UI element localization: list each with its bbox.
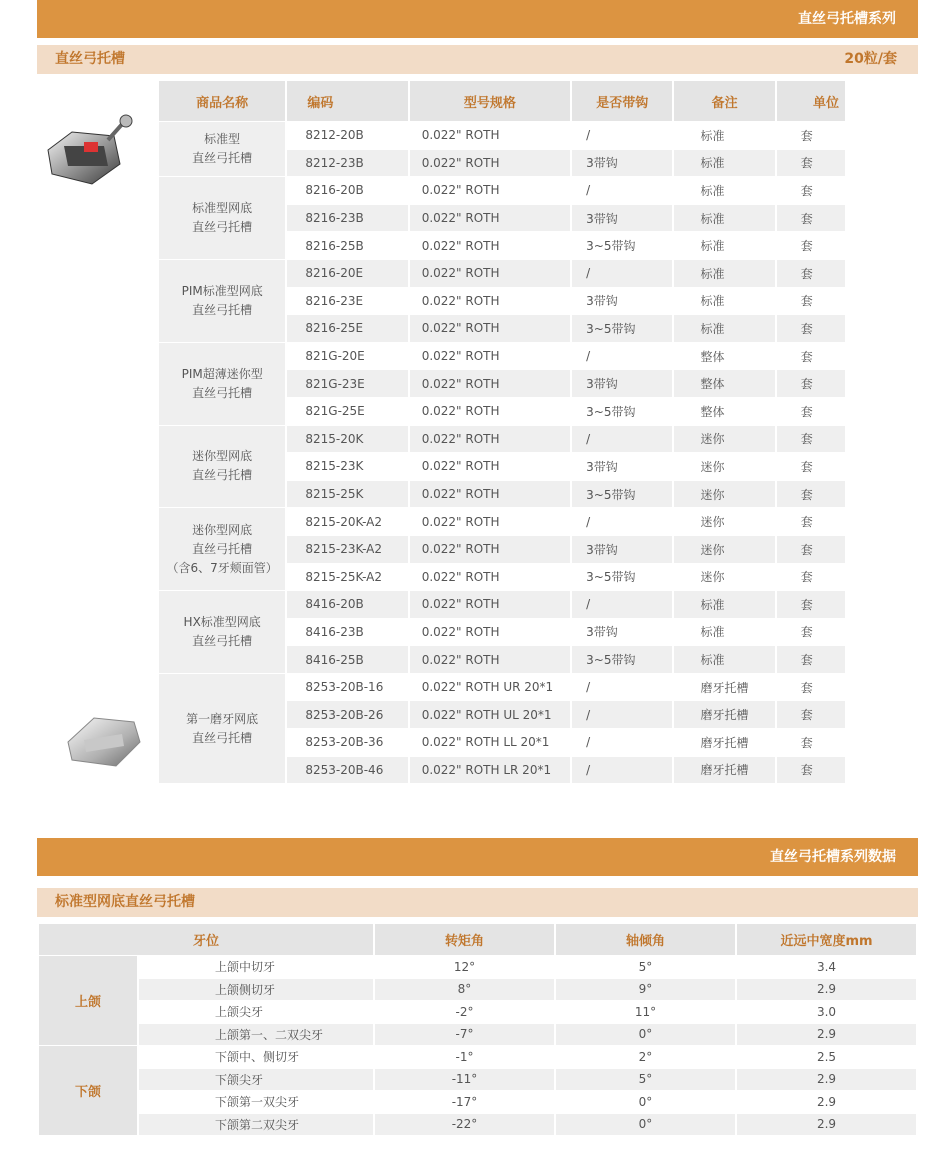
code-cell: 8253-20B-36 [287,729,407,756]
remark-cell: 迷你 [674,508,774,535]
code-cell: 8216-20E [287,260,407,287]
hook-cell: 3~5带钩 [572,232,672,259]
section-banner-series [37,0,918,38]
unit-cell: 套 [777,674,845,701]
code-cell: 8212-20B [287,122,407,149]
code-cell: 8416-25B [287,646,407,673]
hook-cell: 3~5带钩 [572,564,672,591]
width-cell: 3.4 [737,956,916,978]
tooth-cell: 上颌第一、二双尖牙 [139,1024,373,1046]
angle-row [39,1001,916,1023]
hook-cell: / [572,757,672,784]
tip-cell: 0° [556,1091,735,1113]
model-cell: 0.022" ROTH [410,122,570,149]
code-cell: 8216-25E [287,315,407,342]
product-row [159,674,845,701]
tooth-cell: 下颌尖牙 [139,1069,373,1091]
unit-cell: 套 [777,426,845,453]
unit-cell: 套 [777,646,845,673]
product-name-line: 直丝弓托槽 [192,468,253,483]
product-row [159,343,845,370]
header-hook: 是否带钩 [572,81,672,121]
tooth-cell: 上颌侧切牙 [139,979,373,1001]
model-cell: 0.022" ROTH [410,205,570,232]
product-name-line: 第一磨牙网底 [186,711,259,726]
hook-cell: / [572,701,672,728]
angle-data-table [37,923,918,1136]
product-name-line: 直丝弓托槽 [192,730,253,745]
remark-cell: 迷你 [674,536,774,563]
tooth-cell: 下颌第一双尖牙 [139,1091,373,1113]
unit-cell: 套 [777,619,845,646]
model-cell: 0.022" ROTH UL 20*1 [410,701,570,728]
product-name-cell [159,508,285,590]
remark-cell: 整体 [674,398,774,425]
product-row [159,177,845,204]
unit-cell: 套 [777,122,845,149]
remark-cell: 磨牙托槽 [674,729,774,756]
product-name-line: 直丝弓托槽 [192,302,253,317]
hook-cell: 3带钩 [572,150,672,177]
remark-cell: 标准 [674,619,774,646]
hook-cell: / [572,122,672,149]
tooth-cell: 下颌中、侧切牙 [139,1046,373,1068]
hook-cell: 3带钩 [572,536,672,563]
unit-cell: 套 [777,260,845,287]
hook-cell: / [572,591,672,618]
product-name-cell [159,260,285,342]
unit-cell: 套 [777,508,845,535]
tooth-cell: 上颌中切牙 [139,956,373,978]
model-cell: 0.022" ROTH [410,232,570,259]
remark-cell: 迷你 [674,481,774,508]
unit-cell: 套 [777,757,845,784]
header-product-name: 商品名称 [159,81,285,121]
code-cell: 8416-20B [287,591,407,618]
unit-cell: 套 [777,370,845,397]
section-title-bar [37,45,918,74]
tooth-cell: 上颌尖牙 [139,1001,373,1023]
product-name-line: 迷你型网底 [192,522,253,537]
unit-cell: 套 [777,536,845,563]
angle-row [39,1114,916,1136]
product-name-line: 直丝弓托槽 [192,541,253,556]
data-section-title: 标准型网底直丝弓托槽 [55,894,195,910]
code-cell: 8216-23B [287,205,407,232]
remark-cell: 标准 [674,591,774,618]
angle-row [39,956,916,978]
code-cell: 8416-23B [287,619,407,646]
torque-cell: 8° [375,979,554,1001]
product-name-cell [159,177,285,259]
model-cell: 0.022" ROTH [410,398,570,425]
tip-cell: 5° [556,956,735,978]
code-cell: 8215-25K [287,481,407,508]
hook-cell: / [572,729,672,756]
header-tip: 轴倾角 [556,924,735,955]
banner-text-data: 直丝弓托槽系列数据 [770,849,896,865]
width-cell: 2.5 [737,1046,916,1068]
hook-cell: 3~5带钩 [572,398,672,425]
angle-row [39,979,916,1001]
remark-cell: 标准 [674,232,774,259]
tip-cell: 2° [556,1046,735,1068]
model-cell: 0.022" ROTH [410,646,570,673]
hook-cell: 3~5带钩 [572,315,672,342]
header-remark: 备注 [674,81,774,121]
model-cell: 0.022" ROTH [410,453,570,480]
product-row [159,122,845,149]
model-cell: 0.022" ROTH [410,315,570,342]
jaw-label: 下颌 [39,1046,137,1135]
tip-cell: 0° [556,1024,735,1046]
unit-cell: 套 [777,288,845,315]
code-cell: 8215-20K [287,426,407,453]
hook-cell: 3带钩 [572,453,672,480]
width-cell: 2.9 [737,1024,916,1046]
bracket-image-standard [42,112,142,187]
product-name-line: 直丝弓托槽 [192,385,253,400]
remark-cell: 整体 [674,343,774,370]
angle-row [39,1091,916,1113]
width-cell: 3.0 [737,1001,916,1023]
tip-cell: 5° [556,1069,735,1091]
model-cell: 0.022" ROTH [410,619,570,646]
model-cell: 0.022" ROTH LL 20*1 [410,729,570,756]
hook-cell: 3带钩 [572,205,672,232]
code-cell: 8215-23K-A2 [287,536,407,563]
remark-cell: 标准 [674,260,774,287]
product-name-cell [159,591,285,673]
unit-cell: 套 [777,205,845,232]
width-cell: 2.9 [737,979,916,1001]
remark-cell: 标准 [674,315,774,342]
model-cell: 0.022" ROTH [410,426,570,453]
code-cell: 8215-20K-A2 [287,508,407,535]
code-cell: 8212-23B [287,150,407,177]
remark-cell: 标准 [674,122,774,149]
model-cell: 0.022" ROTH [410,564,570,591]
product-row [159,426,845,453]
torque-cell: 12° [375,956,554,978]
header-code: 编码 [287,81,407,121]
unit-cell: 套 [777,564,845,591]
remark-cell: 迷你 [674,453,774,480]
angle-row [39,1069,916,1091]
code-cell: 8253-20B-26 [287,701,407,728]
product-row [159,591,845,618]
remark-cell: 标准 [674,205,774,232]
torque-cell: -17° [375,1091,554,1113]
hook-cell: / [572,177,672,204]
unit-cell: 套 [777,398,845,425]
bracket-image-molar [64,712,144,772]
remark-cell: 磨牙托槽 [674,701,774,728]
product-name-cell [159,122,285,176]
product-name-line: 直丝弓托槽 [192,220,253,235]
model-cell: 0.022" ROTH LR 20*1 [410,757,570,784]
banner-text: 直丝弓托槽系列 [798,11,896,27]
width-cell: 2.9 [737,1114,916,1136]
model-cell: 0.022" ROTH [410,370,570,397]
model-cell: 0.022" ROTH [410,591,570,618]
product-table [157,80,847,784]
unit-cell: 套 [777,701,845,728]
product-row [159,508,845,535]
header-unit: 单位 [777,81,845,121]
torque-cell: -2° [375,1001,554,1023]
section-title: 直丝弓托槽 [55,51,125,67]
width-cell: 2.9 [737,1069,916,1091]
product-name-line: PIM标准型网底 [181,283,263,298]
code-cell: 821G-25E [287,398,407,425]
hook-cell: / [572,343,672,370]
unit-cell: 套 [777,729,845,756]
hook-cell: 3带钩 [572,288,672,315]
model-cell: 0.022" ROTH [410,150,570,177]
angle-row [39,1024,916,1046]
section-banner-data [37,838,918,876]
header-model: 型号规格 [410,81,570,121]
remark-cell: 磨牙托槽 [674,674,774,701]
hook-cell: / [572,426,672,453]
torque-cell: -7° [375,1024,554,1046]
unit-cell: 套 [777,343,845,370]
tooth-cell: 下颌第二双尖牙 [139,1114,373,1136]
remark-cell: 标准 [674,288,774,315]
torque-cell: -22° [375,1114,554,1136]
product-name-line: 标准型网底 [192,201,253,216]
code-cell: 821G-23E [287,370,407,397]
product-name-line: HX标准型网底 [183,614,261,629]
unit-cell: 套 [777,481,845,508]
header-width: 近远中宽度mm [737,924,916,955]
header-tooth-position: 牙位 [39,924,373,955]
remark-cell: 标准 [674,646,774,673]
hook-cell: 3~5带钩 [572,646,672,673]
tip-cell: 0° [556,1114,735,1136]
model-cell: 0.022" ROTH [410,508,570,535]
data-title-bar [37,888,918,917]
unit-cell: 套 [777,315,845,342]
hook-cell: / [572,674,672,701]
header-torque: 转矩角 [375,924,554,955]
angle-row [39,1046,916,1068]
product-name-line: 标准型 [204,132,241,147]
tip-cell: 11° [556,1001,735,1023]
model-cell: 0.022" ROTH [410,343,570,370]
torque-cell: -11° [375,1069,554,1091]
hook-cell: 3~5带钩 [572,481,672,508]
model-cell: 0.022" ROTH [410,536,570,563]
code-cell: 8215-25K-A2 [287,564,407,591]
remark-cell: 迷你 [674,564,774,591]
model-cell: 0.022" ROTH [410,481,570,508]
model-cell: 0.022" ROTH [410,288,570,315]
remark-cell: 标准 [674,150,774,177]
pack-size: 20粒/套 [844,51,897,67]
code-cell: 8253-20B-46 [287,757,407,784]
model-cell: 0.022" ROTH [410,260,570,287]
remark-cell: 标准 [674,177,774,204]
hook-cell: / [572,260,672,287]
code-cell: 8215-23K [287,453,407,480]
product-row [159,260,845,287]
product-name-line: （含6、7牙颊面管） [166,560,278,575]
hook-cell: / [572,508,672,535]
product-name-line: 直丝弓托槽 [192,151,253,166]
tip-cell: 9° [556,979,735,1001]
remark-cell: 迷你 [674,426,774,453]
product-name-cell [159,674,285,783]
product-name-cell [159,426,285,508]
code-cell: 8216-23E [287,288,407,315]
unit-cell: 套 [777,150,845,177]
code-cell: 8253-20B-16 [287,674,407,701]
hook-cell: 3带钩 [572,370,672,397]
jaw-label: 上颌 [39,956,137,1045]
product-name-line: 迷你型网底 [192,449,253,464]
remark-cell: 整体 [674,370,774,397]
model-cell: 0.022" ROTH [410,177,570,204]
remark-cell: 磨牙托槽 [674,757,774,784]
product-name-cell [159,343,285,425]
model-cell: 0.022" ROTH UR 20*1 [410,674,570,701]
code-cell: 8216-25B [287,232,407,259]
product-name-line: 直丝弓托槽 [192,633,253,648]
width-cell: 2.9 [737,1091,916,1113]
unit-cell: 套 [777,591,845,618]
unit-cell: 套 [777,453,845,480]
code-cell: 8216-20B [287,177,407,204]
product-name-line: PIM超薄迷你型 [181,366,263,381]
torque-cell: -1° [375,1046,554,1068]
code-cell: 821G-20E [287,343,407,370]
unit-cell: 套 [777,232,845,259]
hook-cell: 3带钩 [572,619,672,646]
unit-cell: 套 [777,177,845,204]
